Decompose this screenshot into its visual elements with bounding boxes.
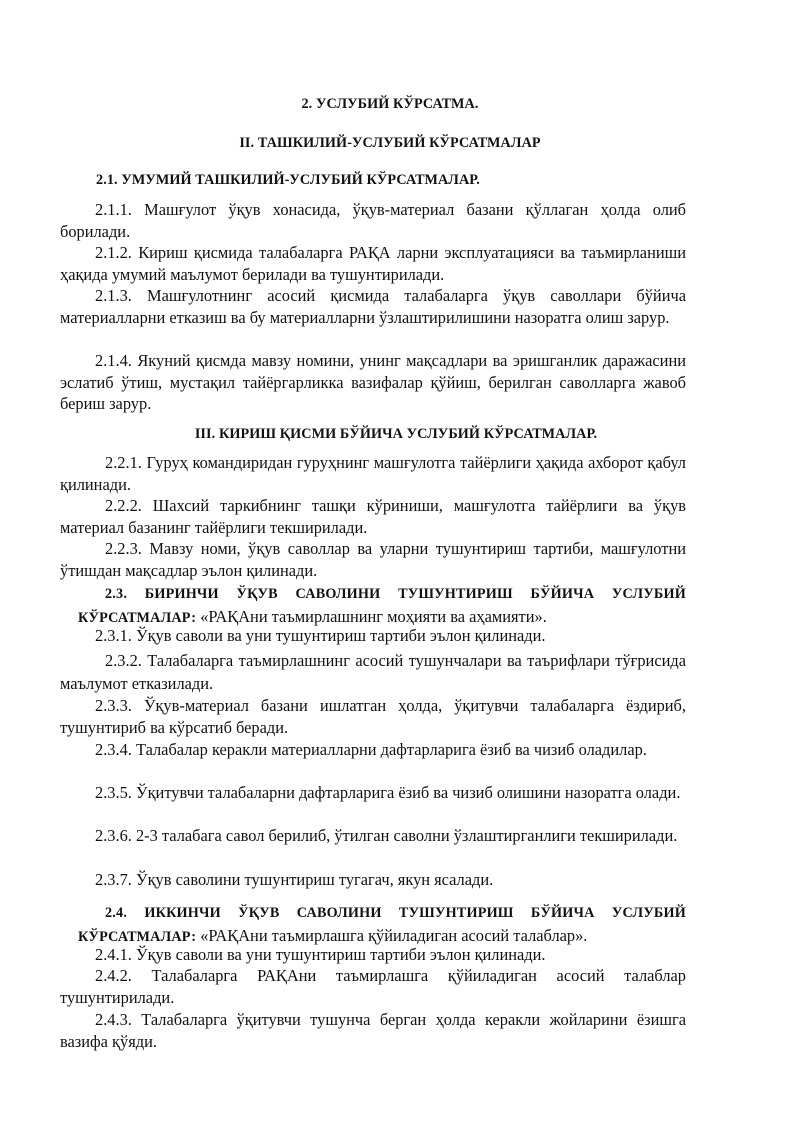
section-2-4-title-line2: КЎРСАТМАЛАР: (78, 928, 197, 945)
section-2-3-title-line2: КЎРСАТМАЛАР: (78, 609, 197, 626)
paragraph-text: 2.3.3. Ўқув-материал базани ишлатган ҳолда, ўқитувчи талабаларга ёздириб, тушунтириб ва кўрсатиб беради. (60, 696, 686, 737)
section-2-4-heading (78, 901, 686, 948)
paragraph-text: 2.3.5. Ўқитувчи талабаларни дафтарларига ёзиб ва чизиб олишини назоратга олади. (95, 783, 681, 802)
paragraph-text: 2.4.1. Ўқув саволи ва уни тушунтириш тартиби эълон қилинади. (95, 945, 546, 964)
section-2-4-title-line1: 2.4. ИККИНЧИ ЎҚУВ САВОЛИНИ ТУШУНТИРИШ БЎЙИЧА УСЛУБИЙ (105, 905, 686, 921)
paragraph-2-4-2 (60, 965, 686, 1008)
paragraph-2-2-3 (60, 538, 686, 581)
paragraph-2-1-4 (60, 350, 686, 415)
section-2-3-heading (78, 582, 686, 629)
paragraph-2-1-3 (60, 285, 686, 328)
paragraph-text: 2.1.1. Машғулот ўқув хонасида, ўқув-материал базани қўллаган ҳолда олиб борилади. (60, 200, 686, 241)
paragraph-text: 2.1.4. Якуний қисмда мавзу номини, унинг мақсадлари ва эришганлик даражасини эслатиб ўтиш, мустақил тайёргарликка вазифалар қўйиш, берилган саволларга жавоб бериш зарур. (60, 351, 686, 413)
chapter-3-title: III. КИРИШ ҚИСМИ БЎЙИЧА УСЛУБИЙ КЎРСАТМАЛАР. (194, 426, 598, 442)
paragraph-2-3-3 (60, 695, 686, 738)
paragraph-text: 2.2.2. Шахсий таркибнинг ташқи кўриниши, машғулотга тайёрлиги ва ўқув материал базанинг тайёрлиги текширилади. (60, 496, 686, 537)
paragraph-text: 2.1.3. Машғулотнинг асосий қисмида талабаларга ўқув саволлари бўйича материалларни етказиш ва бу материалларни ўзлаштирилишини назоратга олиш зарур. (60, 286, 686, 327)
paragraph-text: 2.4.3. Талабаларга ўқитувчи тушунча берган ҳолда керакли жойларини ёзишга вазифа қўяди. (60, 1010, 686, 1051)
paragraph-2-4-3 (60, 1009, 686, 1052)
paragraph-text: 2.2.1. Гуруҳ командиридан гуруҳнинг машғулотга тайёрлиги ҳақида ахборот қабул қилинади. (60, 453, 686, 494)
paragraph-2-1-1 (60, 199, 686, 242)
paragraph-2-3-4 (60, 739, 686, 761)
paragraph-text: 2.3.1. Ўқув саволи ва уни тушунтириш тартиби эълон қилинади. (95, 626, 546, 645)
paragraph-2-1-2 (60, 242, 686, 285)
paragraph-text: 2.1.2. Кириш қисмида талабаларга РАҚА ларни эксплуатацияси ва таъмирланиши ҳақида умумий маълумот берилади ва тушунтирилади. (60, 243, 686, 284)
section-title: 2. УСЛУБИЙ КЎРСАТМА. (301, 96, 479, 112)
paragraph-text: 2.3.2. Талабаларга таъмирлашнинг асосий тушунчалари ва таърифлари тўғрисида маълумот етказилади. (60, 651, 686, 693)
paragraph-text: 2.4.2. Талабаларга РАҚАни таъмирлашга қўйиладиган асосий талаблар тушунтирилади. (60, 966, 686, 1007)
paragraph-2-3-6 (60, 825, 686, 847)
paragraph-2-3-7 (60, 869, 686, 891)
paragraph-2-4-1 (60, 944, 686, 966)
chapter-2-title: II. ТАШКИЛИЙ-УСЛУБИЙ КЎРСАТМАЛАР (239, 135, 541, 151)
section-2-1-title: 2.1. УМУМИЙ ТАШКИЛИЙ-УСЛУБИЙ КЎРСАТМАЛАР. (96, 172, 480, 188)
section-2-3-title-line1: 2.3. БИРИНЧИ ЎҚУВ САВОЛИНИ ТУШУНТИРИШ БЎЙИЧА УСЛУБИЙ (105, 586, 686, 602)
section-2-4-topic: «РАҚАни таъмирлашга қўйиладиган асосий талаблар». (196, 925, 588, 945)
paragraph-text: 2.2.3. Мавзу номи, ўқув саволлар ва уларни тушунтириш тартиби, машғулотни ўтишдан мақсадлар эълон қилинади. (60, 539, 686, 580)
paragraph-2-2-1 (60, 452, 686, 495)
paragraph-2-3-5 (60, 782, 686, 804)
section-2-3-topic: «РАҚАни таъмирлашнинг моҳияти ва аҳамияти». (196, 606, 547, 626)
paragraph-2-3-2 (60, 649, 686, 695)
paragraph-2-3-1 (60, 625, 686, 647)
paragraph-2-2-2 (60, 495, 686, 538)
paragraph-text: 2.3.6. 2-3 талабага савол берилиб, ўтилган саволни ўзлаштирганлиги текширилади. (95, 826, 678, 845)
paragraph-text: 2.3.7. Ўқув саволини тушунтириш тугагач, якун ясалади. (95, 870, 494, 889)
paragraph-text: 2.3.4. Талабалар керакли материалларни дафтарларига ёзиб ва чизиб оладилар. (95, 740, 647, 759)
